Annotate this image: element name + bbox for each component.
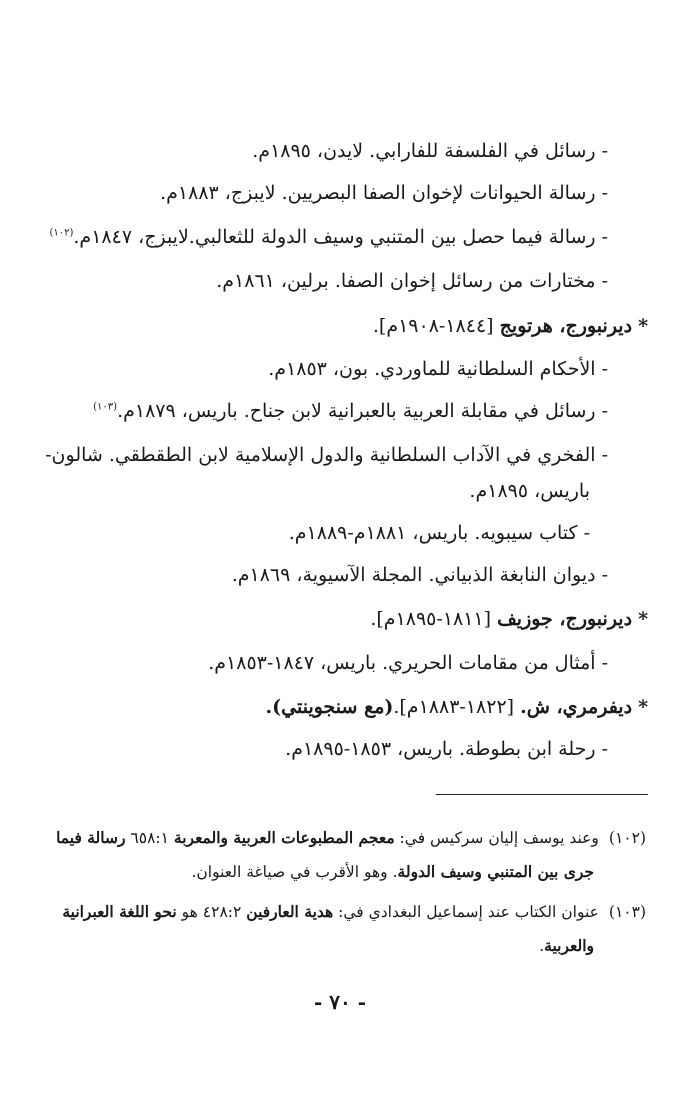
dash: - [601, 226, 608, 248]
footnote-text: ٤٢٨:٢ هو [176, 903, 247, 921]
list-item [289, 522, 590, 545]
entry-text: أمثال من مقامات الحريري. باريس، ١٨٤٧-١٨٥٣م. [208, 652, 596, 674]
dash: - [601, 358, 608, 380]
dash: - [601, 738, 608, 760]
list-item [45, 444, 608, 467]
star-icon: * [638, 608, 648, 630]
footnote-text: . [539, 937, 545, 955]
dash: - [601, 564, 608, 586]
entry-text: كتاب سيبويه. باريس، ١٨٨١م-١٨٨٩م. [288, 522, 578, 544]
dash: - [601, 444, 608, 466]
footnote-divider [436, 794, 648, 795]
star-icon: * [638, 315, 648, 337]
footnote-103-cont [539, 936, 594, 956]
footnote-102 [56, 828, 646, 848]
author-heading [266, 696, 648, 719]
list-item [208, 652, 608, 675]
entry-text: رسالة فيما حصل بين المتنبي وسيف الدولة للثعالبي.لايبزج، ١٨٤٧م. [73, 226, 596, 248]
footnote-103 [62, 902, 646, 922]
author-heading [370, 608, 648, 631]
footnote-title: نحو اللغة العبرانية [62, 902, 177, 921]
list-item [49, 226, 608, 249]
footnote-title: معجم المطبوعات العربية والمعربة [173, 828, 395, 847]
footnote-ref: (١٠٣) [93, 401, 118, 413]
footnote-title: جرى بين المتنبي وسيف الدولة [397, 862, 594, 881]
entry-text: الفخري في الآداب السلطانية والدول الإسلامية لابن الطقطقي. شالون- [45, 444, 596, 466]
entry-text: باريس، ١٨٩٥م. [469, 480, 590, 502]
list-item-continuation [469, 480, 590, 503]
author-dates: [١٨١١-١٨٩٥م]. [370, 608, 492, 630]
footnote-title: هدية العارفين [246, 902, 334, 921]
list-item [216, 270, 608, 293]
entry-text: ديوان النابغة الذبياني. المجلة الآسيوية، ١٨٦٩م. [231, 564, 596, 586]
list-item [93, 400, 608, 423]
footnote-number: (١٠٢) [608, 829, 646, 847]
entry-text: رسائل في مقابلة العربية بالعبرانية لابن جناح. باريس، ١٨٧٩م. [117, 400, 596, 422]
list-item [252, 140, 608, 163]
footnote-text: وعند يوسف إليان سركيس في: [394, 829, 599, 847]
entry-text: رحلة ابن بطوطة. باريس، ١٨٥٣-١٨٩٥م. [285, 738, 596, 760]
entry-text: رسالة الحيوانات لإخوان الصفا البصريين. لايبزج، ١٨٨٣م. [160, 182, 596, 204]
entry-text: الأحكام السلطانية للماوردي. بون، ١٨٥٣م. [268, 358, 596, 380]
footnote-number: (١٠٣) [608, 903, 646, 921]
dash: - [601, 140, 608, 162]
author-dates: [١٨٢٢-١٨٨٣م]. [393, 696, 515, 718]
entry-text: مختارات من رسائل إخوان الصفا. برلين، ١٨٦١م. [216, 270, 596, 292]
author-heading [373, 315, 648, 338]
author-name: ديرنبورج، جوزيف [497, 608, 633, 630]
footnote-text: . وهو الأقرب في صياغة العنوان. [191, 863, 398, 881]
footnote-title: رسالة فيما [56, 828, 126, 847]
list-item [160, 182, 608, 205]
author-dates: [١٨٤٤-١٩٠٨م]. [372, 315, 494, 337]
entry-text: رسائل في الفلسفة للفارابي. لايدن، ١٨٩٥م. [252, 140, 596, 162]
star-icon: * [638, 696, 648, 718]
list-item [285, 738, 608, 761]
page-number: - ٧٠ - [313, 990, 366, 1014]
dash: - [601, 400, 608, 422]
dash: - [583, 522, 590, 544]
footnote-102-cont [191, 862, 594, 882]
author-name: ديرنبورج، هرتويج [499, 315, 633, 337]
author-name: ديفرمري، ش. [520, 696, 633, 718]
list-item [232, 564, 608, 587]
author-note: (مع سنجوينتي). [265, 696, 394, 718]
footnote-text: ٦٥٨:١ [125, 829, 174, 847]
dash: - [601, 652, 608, 674]
footnote-ref: (١٠٢) [49, 227, 74, 239]
list-item [268, 358, 608, 381]
footnote-text: عنوان الكتاب عند إسماعيل البغدادي في: [333, 903, 599, 921]
dash: - [601, 182, 608, 204]
dash: - [601, 270, 608, 292]
footnote-title: والعربية [544, 936, 594, 955]
